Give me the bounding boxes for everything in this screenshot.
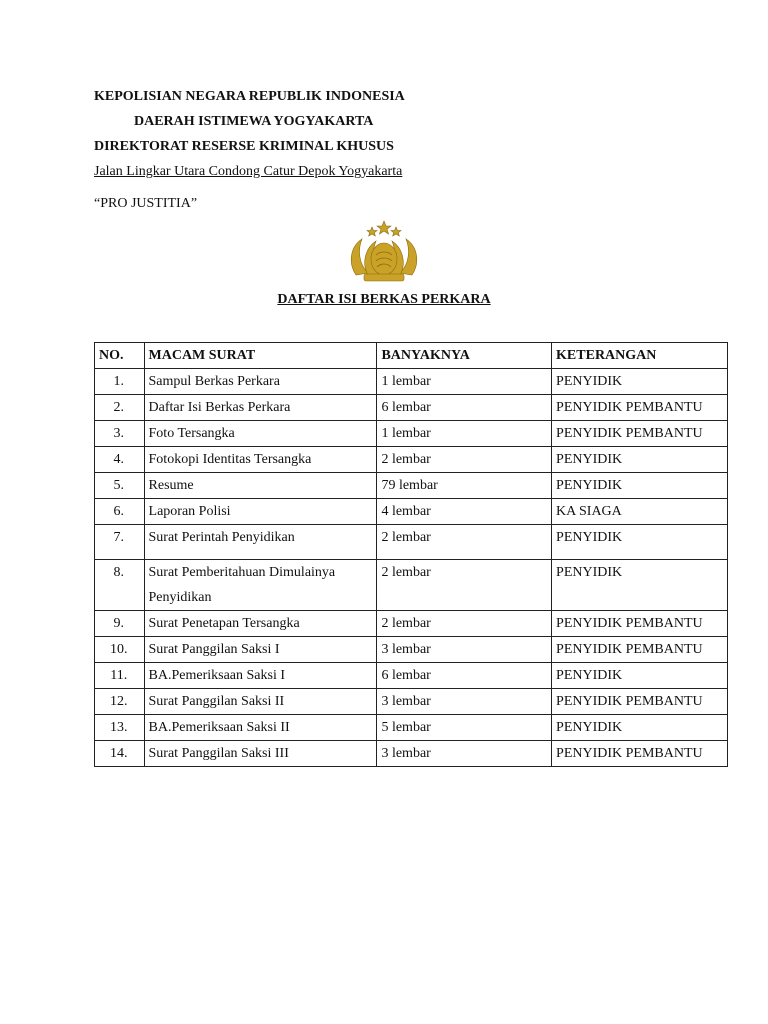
column-header-no: NO. xyxy=(95,343,145,369)
table-row xyxy=(95,741,728,767)
cell-macam-surat: Surat Perintah Penyidikan xyxy=(144,525,377,560)
cell-banyaknya: 79 lembar xyxy=(377,473,552,499)
cell-macam-surat: Resume xyxy=(144,473,377,499)
table-row xyxy=(95,611,728,637)
header-region: DAERAH ISTIMEWA YOGYAKARTA xyxy=(134,114,374,129)
cell-macam-surat: Surat Penetapan Tersangka xyxy=(144,611,377,637)
header-motto: “PRO JUSTITIA” xyxy=(94,196,198,211)
cell-macam-surat: Foto Tersangka xyxy=(144,421,377,447)
table-row xyxy=(95,663,728,689)
cell-keterangan: PENYIDIK xyxy=(552,525,728,560)
table-row xyxy=(95,395,728,421)
table-row xyxy=(95,689,728,715)
table-row xyxy=(95,369,728,395)
cell-no: 5. xyxy=(95,473,145,499)
contents-table xyxy=(94,342,728,767)
document-title: DAFTAR ISI BERKAS PERKARA xyxy=(277,292,491,307)
cell-no: 1. xyxy=(95,369,145,395)
cell-keterangan: PENYIDIK PEMBANTU xyxy=(552,741,728,767)
cell-banyaknya: 1 lembar xyxy=(377,421,552,447)
cell-no: 9. xyxy=(95,611,145,637)
cell-banyaknya: 6 lembar xyxy=(377,663,552,689)
cell-banyaknya: 2 lembar xyxy=(377,525,552,560)
column-header-macam-surat: MACAM SURAT xyxy=(144,343,377,369)
cell-banyaknya: 4 lembar xyxy=(377,499,552,525)
cell-keterangan: PENYIDIK xyxy=(552,715,728,741)
cell-macam-surat: Surat Pemberitahuan Dimulainya Penyidikan xyxy=(144,560,377,611)
cell-banyaknya: 3 lembar xyxy=(377,741,552,767)
table-row xyxy=(95,421,728,447)
table-header-row xyxy=(95,343,728,369)
cell-macam-surat: Daftar Isi Berkas Perkara xyxy=(144,395,377,421)
table-row xyxy=(95,560,728,611)
cell-banyaknya: 2 lembar xyxy=(377,611,552,637)
cell-no: 8. xyxy=(95,560,145,611)
cell-macam-surat: Surat Panggilan Saksi III xyxy=(144,741,377,767)
cell-banyaknya: 3 lembar xyxy=(377,689,552,715)
cell-keterangan: PENYIDIK PEMBANTU xyxy=(552,421,728,447)
cell-macam-surat: Surat Panggilan Saksi II xyxy=(144,689,377,715)
header-address: Jalan Lingkar Utara Condong Catur Depok Yogyakarta xyxy=(94,164,403,179)
column-header-keterangan: KETERANGAN xyxy=(552,343,728,369)
cell-macam-surat: Laporan Polisi xyxy=(144,499,377,525)
table-row xyxy=(95,525,728,560)
cell-banyaknya: 1 lembar xyxy=(377,369,552,395)
table-row xyxy=(95,473,728,499)
cell-banyaknya: 5 lembar xyxy=(377,715,552,741)
cell-no: 2. xyxy=(95,395,145,421)
table-row xyxy=(95,637,728,663)
cell-no: 14. xyxy=(95,741,145,767)
cell-keterangan: PENYIDIK xyxy=(552,560,728,611)
cell-macam-surat: Surat Panggilan Saksi I xyxy=(144,637,377,663)
cell-no: 7. xyxy=(95,525,145,560)
cell-no: 3. xyxy=(95,421,145,447)
cell-keterangan: PENYIDIK xyxy=(552,473,728,499)
table-row xyxy=(95,715,728,741)
cell-keterangan: PENYIDIK PEMBANTU xyxy=(552,395,728,421)
cell-macam-surat: Sampul Berkas Perkara xyxy=(144,369,377,395)
cell-keterangan: PENYIDIK PEMBANTU xyxy=(552,689,728,715)
cell-keterangan: PENYIDIK xyxy=(552,369,728,395)
header-institution: KEPOLISIAN NEGARA REPUBLIK INDONESIA xyxy=(94,89,405,104)
cell-banyaknya: 3 lembar xyxy=(377,637,552,663)
header-directorate: DIREKTORAT RESERSE KRIMINAL KHUSUS xyxy=(94,139,394,154)
cell-no: 4. xyxy=(95,447,145,473)
cell-banyaknya: 2 lembar xyxy=(377,447,552,473)
cell-no: 12. xyxy=(95,689,145,715)
cell-keterangan: PENYIDIK PEMBANTU xyxy=(552,637,728,663)
police-emblem-icon xyxy=(346,219,422,285)
cell-keterangan: PENYIDIK xyxy=(552,663,728,689)
cell-macam-surat: Fotokopi Identitas Tersangka xyxy=(144,447,377,473)
cell-macam-surat: BA.Pemeriksaan Saksi I xyxy=(144,663,377,689)
cell-no: 11. xyxy=(95,663,145,689)
table-row xyxy=(95,499,728,525)
cell-no: 10. xyxy=(95,637,145,663)
cell-no: 6. xyxy=(95,499,145,525)
cell-no: 13. xyxy=(95,715,145,741)
cell-keterangan: PENYIDIK xyxy=(552,447,728,473)
column-header-banyaknya: BANYAKNYA xyxy=(377,343,552,369)
cell-banyaknya: 6 lembar xyxy=(377,395,552,421)
cell-keterangan: PENYIDIK PEMBANTU xyxy=(552,611,728,637)
cell-keterangan: KA SIAGA xyxy=(552,499,728,525)
cell-macam-surat: BA.Pemeriksaan Saksi II xyxy=(144,715,377,741)
table-row xyxy=(95,447,728,473)
cell-banyaknya: 2 lembar xyxy=(377,560,552,611)
